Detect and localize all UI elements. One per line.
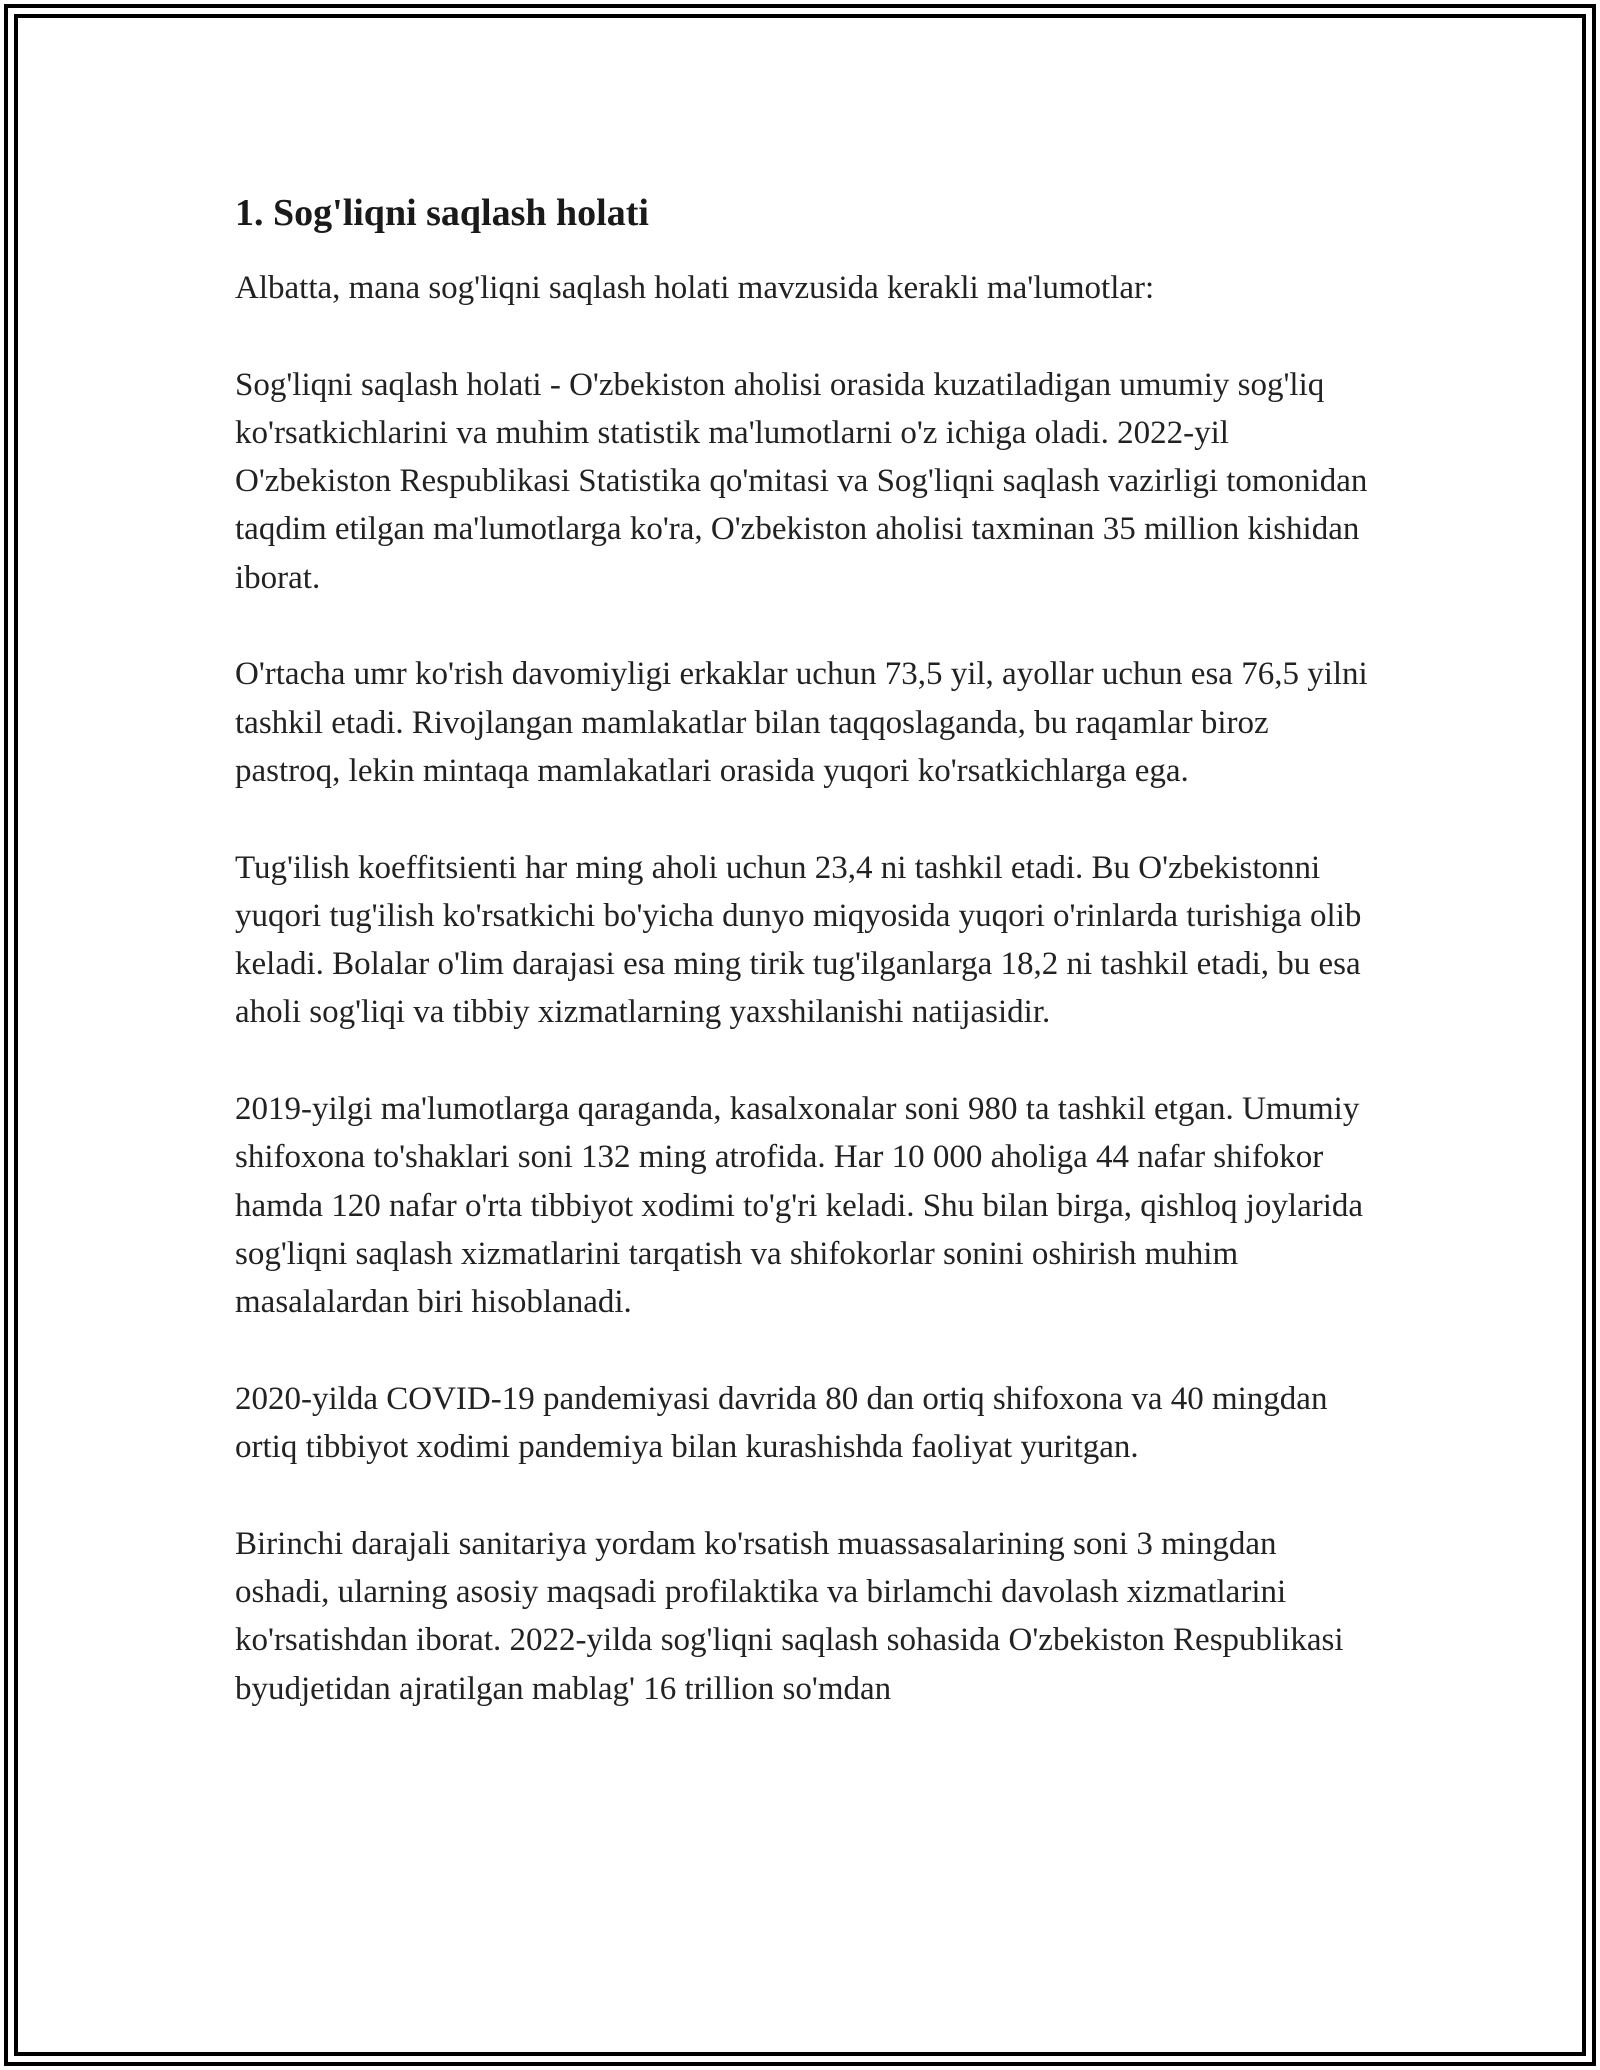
document-body bbox=[235, 186, 1375, 1713]
paragraph-population: Sog'liqni saqlash holati - O'zbekiston aholisi orasida kuzatiladigan umumiy sog'liq ko'rsatkichlarini va muhim statistik ma'lumotlarni o'z ichiga oladi. 2022-yil O'zbekiston Respublikasi Statistika qo'mitasi va Sog'liqni saqlash vazirligi tomonidan taqdim etilgan ma'lumotlarga ko'ra, O'zbekiston aholisi taxminan 35 million kishidan iborat. bbox=[235, 366, 1368, 596]
paragraph-hospitals: 2019-yilgi ma'lumotlarga qaraganda, kasalxonalar soni 980 ta tashkil etgan. Umumiy shifoxona to'shaklari soni 132 ming atrofida. Har 10 000 aholiga 44 nafar shifokor hamda 120 nafar o'rta tibbiyot xodimi to'g'ri keladi. Shu bilan birga, qishloq joylarida sog'liqni saqlash xizmatlarini tarqatish va shifokorlar sonini oshirish muhim masalalardan biri hisoblanadi. bbox=[235, 1091, 1364, 1321]
paragraph-birth-rate: Tug'ilish koeffitsienti har ming aholi uchun 23,4 ni tashkil etadi. Bu O'zbekistonni yuqori tug'ilish ko'rsatkichi bo'yicha dunyo miqyosida yuqori o'rinlarda turishiga olib keladi. Bolalar o'lim darajasi esa ming tirik tug'ilganlarga 18,2 ni tashkil etadi, bu esa aholi sog'liqi va tibbiy xizmatlarning yaxshilanishi natijasidir. bbox=[235, 849, 1362, 1031]
paragraph-covid: 2020-yilda COVID-19 pandemiyasi davrida 80 dan ortiq shifoxona va 40 mingdan ortiq tibbiyot xodimi pandemiya bilan kurashishda faoliyat yuritgan. bbox=[235, 1380, 1328, 1466]
paragraph-life-expectancy: O'rtacha umr ko'rish davomiyligi erkaklar uchun 73,5 yil, ayollar uchun esa 76,5 yilni tashkil etadi. Rivojlangan mamlakatlar bilan taqqoslaganda, bu raqamlar biroz pastroq, lekin mintaqa mamlakatlari orasida yuqori ko'rsatkichlarga ega. bbox=[235, 656, 1368, 789]
paragraph-primary-care: Birinchi darajali sanitariya yordam ko'rsatish muassasalarining soni 3 mingdan oshadi, ularning asosiy maqsadi profilaktika va birlamchi davolash xizmatlarini ko'rsatishdan iborat. 2022-yilda sog'liqni saqlash sohasida O'zbekiston Respublikasi byudjetidan ajratilgan mablag' 16 trillion so'mdan bbox=[235, 1525, 1344, 1707]
paragraph-intro: Albatta, mana sog'liqni saqlash holati mavzusida kerakli ma'lumotlar: bbox=[235, 270, 1155, 306]
section-heading: 1. Sog'liqni saqlash holati bbox=[235, 192, 649, 234]
